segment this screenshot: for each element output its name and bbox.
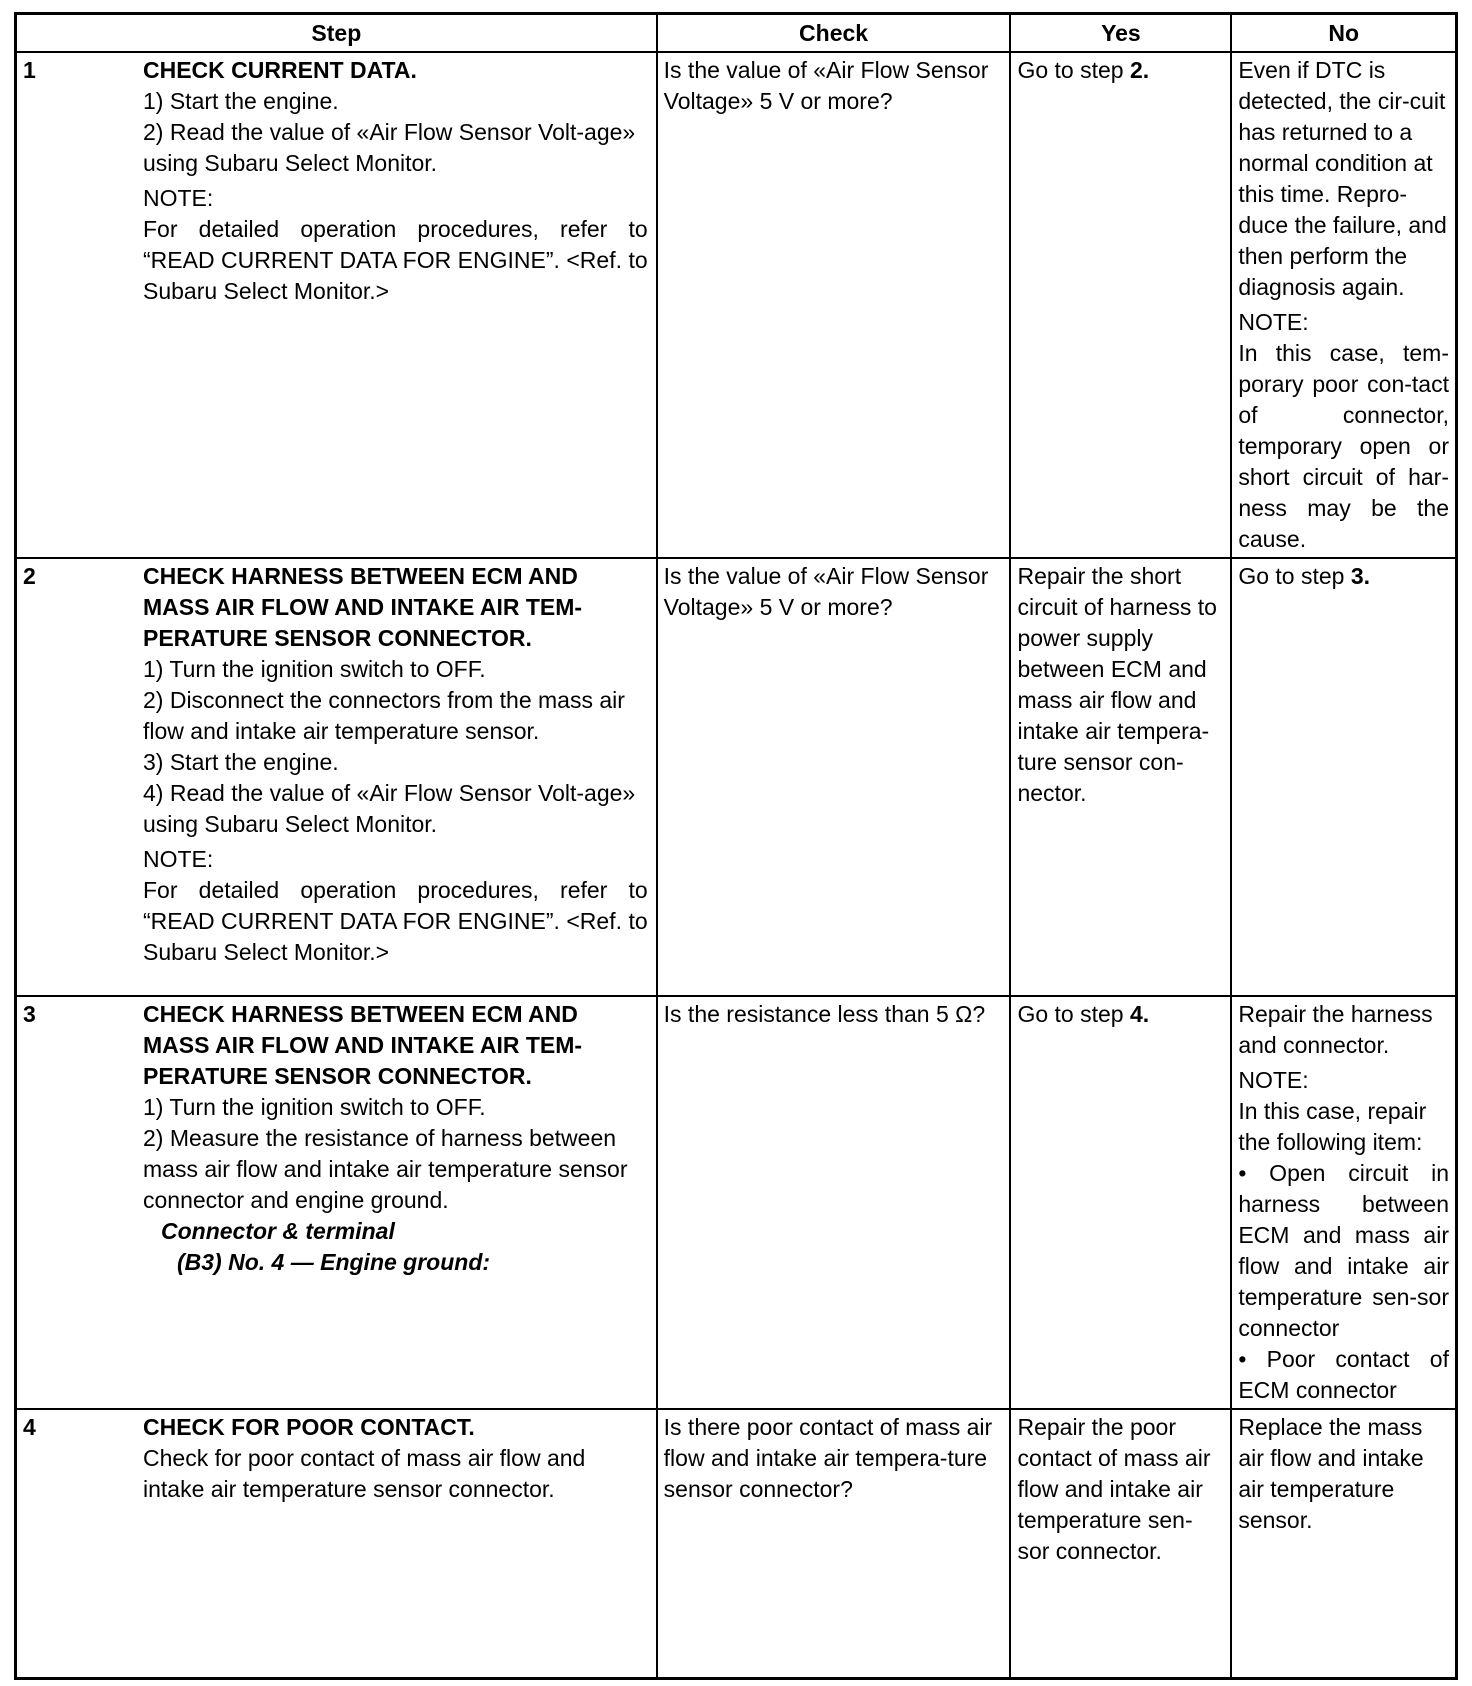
note-label: NOTE: [143, 846, 214, 872]
step-instruction: 2) Read the value of «Air Flow Sensor Volt-age» using Subaru Select Monitor. [143, 119, 636, 176]
step-instruction: Check for poor contact of mass air flow and intake air temperature sensor connector. [143, 1445, 586, 1502]
note-text: For detailed operation procedures, refer to “READ CURRENT DATA FOR ENGINE”. <Ref. to Subaru Select Monitor.> [143, 877, 648, 965]
step-cell [16, 996, 657, 1409]
table-row [16, 558, 1457, 996]
header-row [16, 14, 1457, 53]
check-cell: Is the resistance less than 5 Ω? [657, 996, 1011, 1409]
yes-prefix: Go to step [1017, 1001, 1130, 1027]
no-cell: Replace the mass air flow and intake air temperature sensor. [1231, 1409, 1456, 1679]
check-cell: Is there poor contact of mass air flow and intake air tempera-ture sensor connector? [657, 1409, 1011, 1679]
step-title: CHECK HARNESS BETWEEN ECM AND MASS AIR FLOW AND INTAKE AIR TEM-PERATURE SENSOR CONNECTOR. [143, 1001, 583, 1089]
yes-cell [1010, 52, 1231, 558]
check-cell: Is the value of «Air Flow Sensor Voltage» 5 V or more? [657, 558, 1011, 996]
note-label: NOTE: [1238, 1067, 1309, 1093]
note-text: In this case, repair the following item: [1238, 1098, 1427, 1155]
yes-prefix: Go to step [1017, 57, 1130, 83]
table-row [16, 996, 1457, 1409]
no-suffix: . [1363, 563, 1371, 589]
step-number: 4 [23, 1414, 36, 1440]
step-instruction: 1) Turn the ignition switch to OFF. [143, 656, 486, 682]
no-prefix: Go to step [1238, 563, 1351, 589]
note-label: NOTE: [143, 185, 214, 211]
step-number: 1 [23, 57, 36, 83]
yes-cell [1010, 996, 1231, 1409]
note-label: NOTE: [1238, 309, 1309, 335]
no-cell [1231, 52, 1456, 558]
yes-step-ref: 2 [1129, 57, 1143, 83]
check-cell: Is the value of «Air Flow Sensor Voltage» 5 V or more? [657, 52, 1011, 558]
yes-suffix: . [1142, 1001, 1150, 1027]
step-number: 2 [23, 563, 36, 589]
no-step-ref: 3 [1350, 563, 1364, 589]
diagnostic-procedure-table [14, 12, 1458, 1680]
note-text: For detailed operation procedures, refer to “READ CURRENT DATA FOR ENGINE”. <Ref. to Subaru Select Monitor.> [143, 216, 648, 304]
step-cell [16, 1409, 657, 1679]
yes-cell: Repair the poor contact of mass air flow and intake air temperature sen-sor connector. [1010, 1409, 1231, 1679]
table-row [16, 52, 1457, 558]
table-row [16, 1409, 1457, 1679]
header-yes: Yes [1010, 14, 1231, 53]
step-title: CHECK HARNESS BETWEEN ECM AND MASS AIR FLOW AND INTAKE AIR TEM-PERATURE SENSOR CONNECTOR. [143, 563, 583, 651]
step-cell [16, 558, 657, 996]
step-instruction: 2) Measure the resistance of harness between mass air flow and intake air temperature sensor connector and engine ground. [143, 1125, 628, 1213]
spec-value: (B3) No. 4 — Engine ground: [177, 1249, 491, 1275]
step-cell [16, 52, 657, 558]
note-text: In this case, tem-porary poor con-tact of connector, temporary open or short circuit of har-ness may be the cause. [1238, 340, 1449, 552]
step-instruction: 2) Disconnect the connectors from the mass air flow and intake air temperature sensor. [143, 687, 625, 744]
no-cell [1231, 558, 1456, 996]
spec-label: Connector & terminal [161, 1218, 395, 1244]
header-step: Step [16, 14, 657, 53]
step-instruction: 1) Turn the ignition switch to OFF. [143, 1094, 486, 1120]
bullet-item: • Poor contact of ECM connector [1238, 1346, 1449, 1403]
step-title: CHECK CURRENT DATA. [143, 57, 417, 83]
procedure-table [14, 12, 1458, 1680]
yes-cell: Repair the short circuit of harness to power supply between ECM and mass air flow and intake air tempera-ture sensor con-nector. [1010, 558, 1231, 996]
step-instruction: 3) Start the engine. [143, 749, 339, 775]
no-text: Even if DTC is detected, the cir-cuit has returned to a normal condition at this time. Repro-duce the failure, and then perform the diagnosis again. [1238, 57, 1447, 300]
yes-step-ref: 4 [1129, 1001, 1143, 1027]
header-check: Check [657, 14, 1011, 53]
step-title: CHECK FOR POOR CONTACT. [143, 1414, 475, 1440]
no-text: Repair the harness and connector. [1238, 1001, 1433, 1058]
header-no: No [1231, 14, 1456, 53]
step-number: 3 [23, 1001, 36, 1027]
step-instruction: 1) Start the engine. [143, 88, 339, 114]
yes-suffix: . [1142, 57, 1150, 83]
bullet-item: • Open circuit in harness between ECM and mass air flow and intake air temperature sen-sor connector [1238, 1160, 1449, 1341]
step-instruction: 4) Read the value of «Air Flow Sensor Volt-age» using Subaru Select Monitor. [143, 780, 636, 837]
no-cell [1231, 996, 1456, 1409]
